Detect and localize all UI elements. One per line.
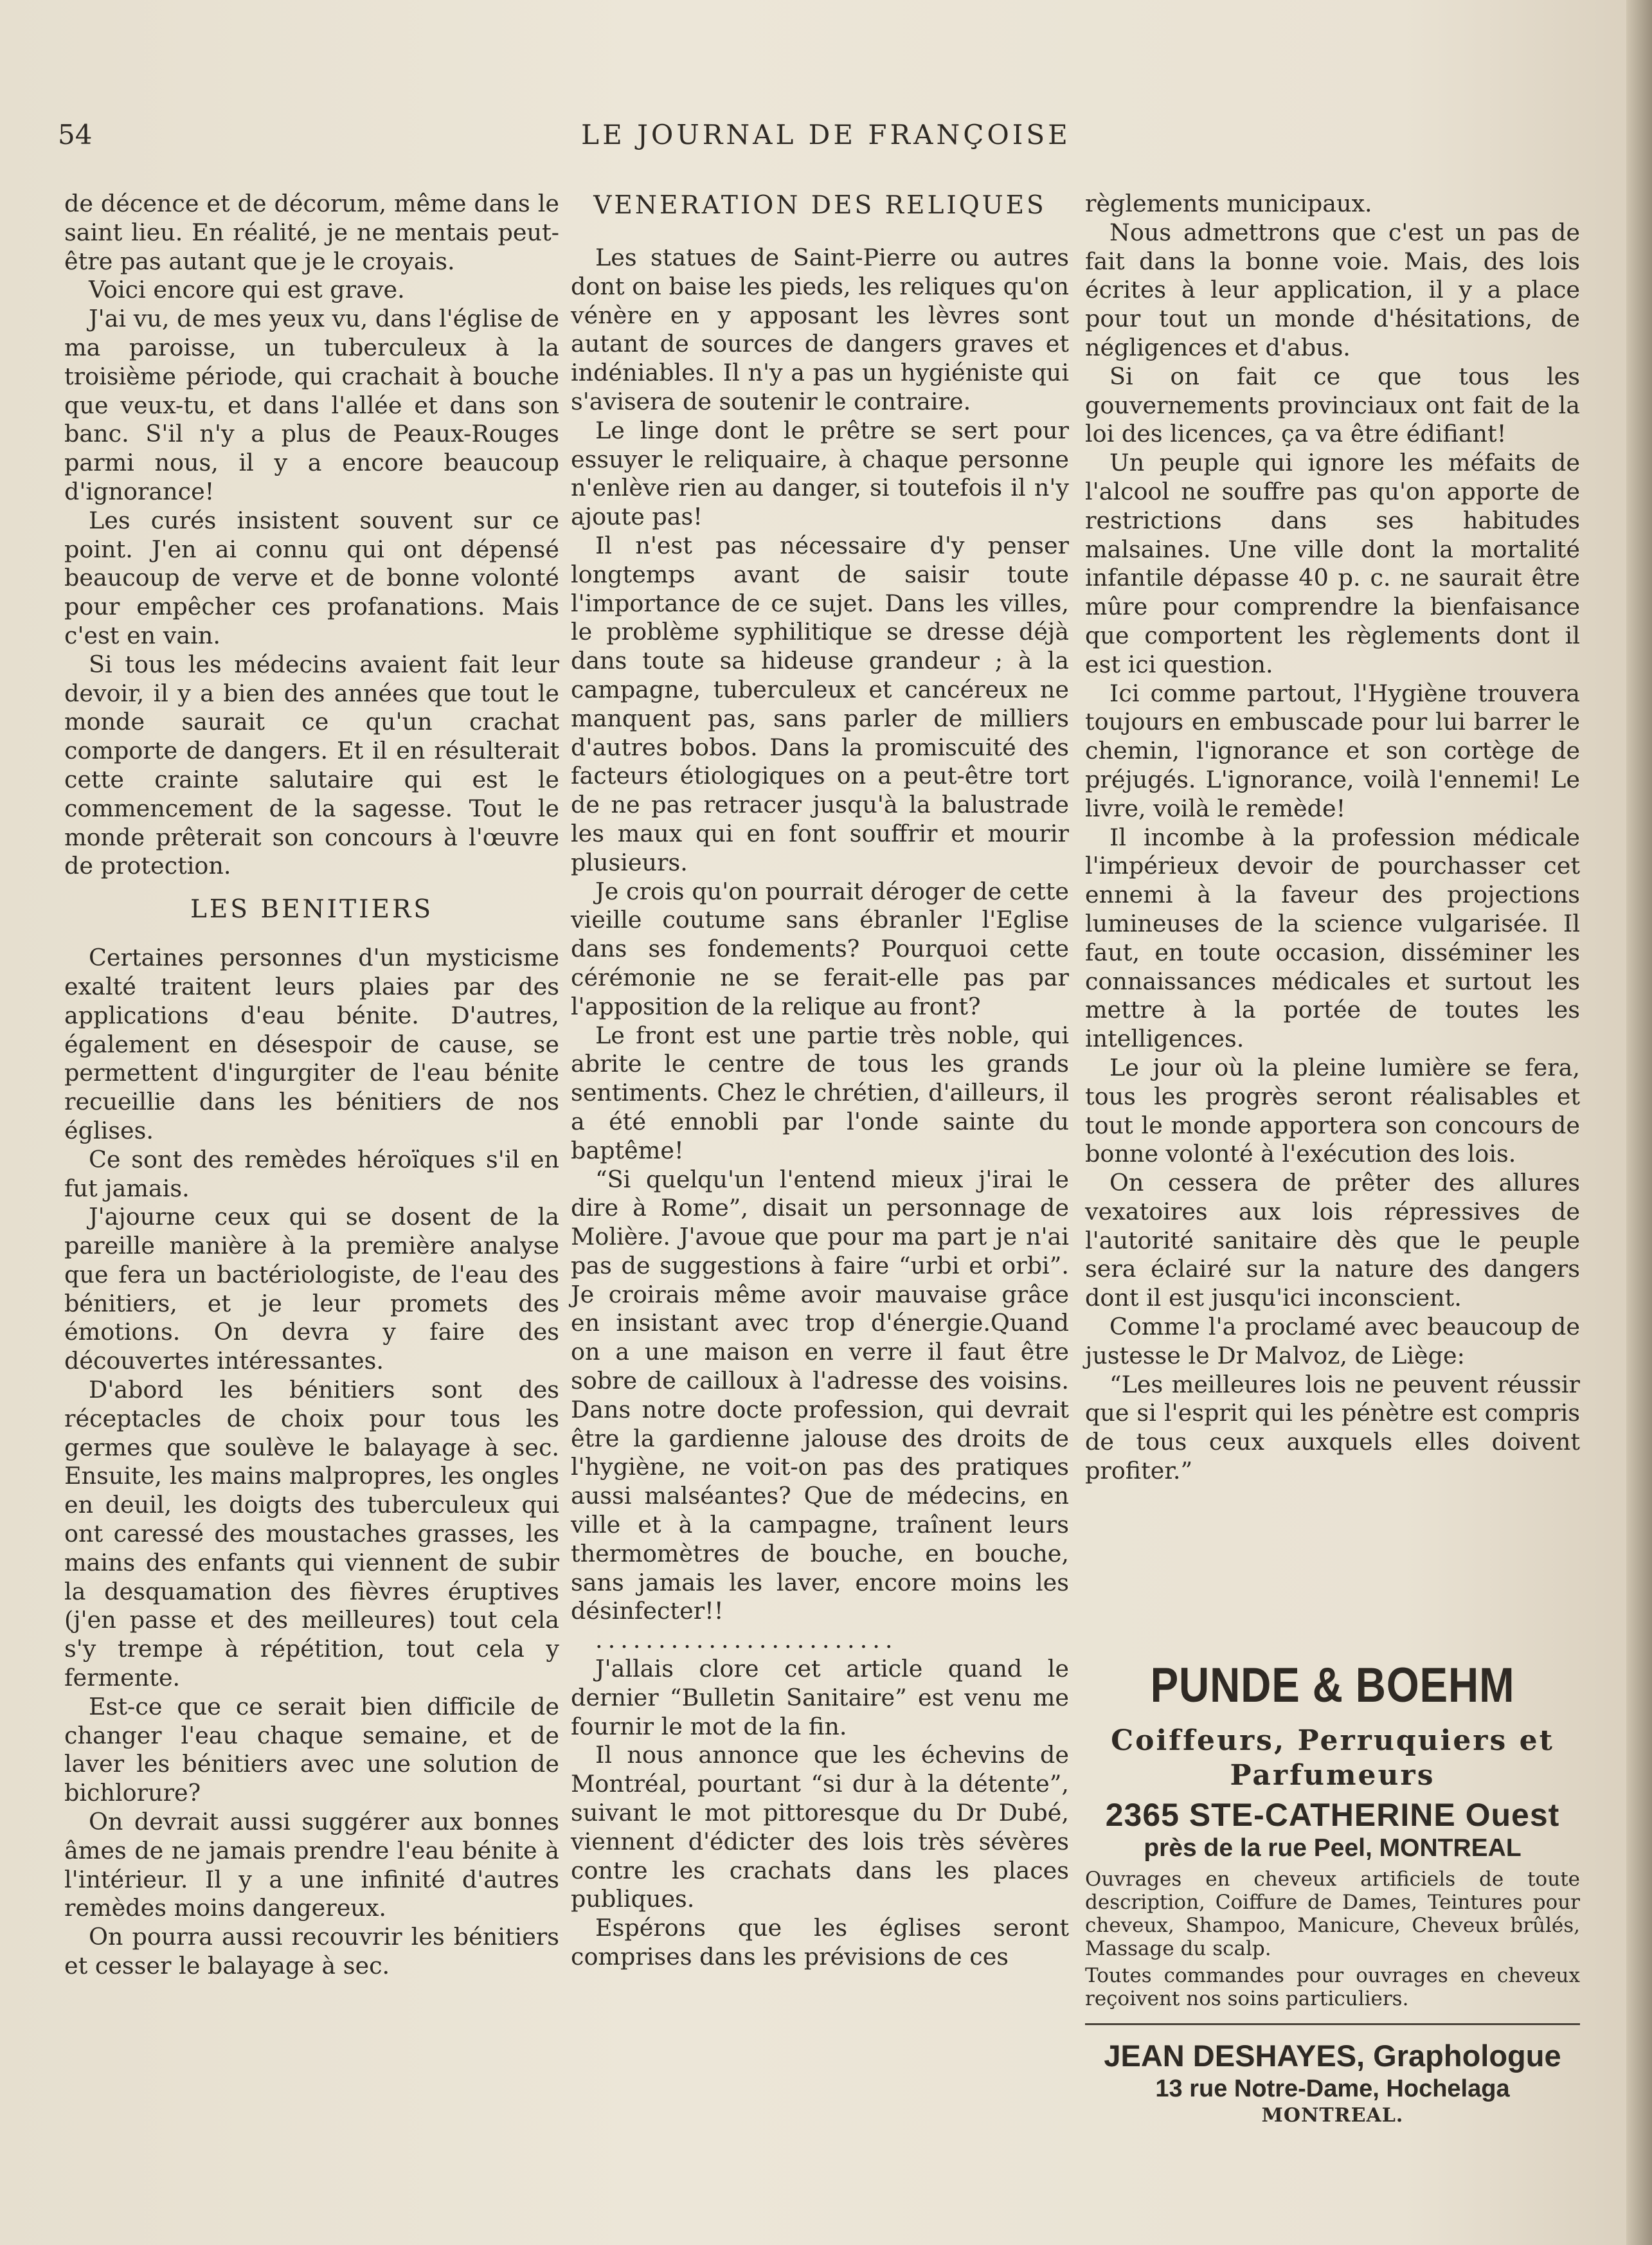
paragraph: Si tous les médecins avaient fait leur devoir, il y a bien des années que tout le monde saurait ce qu'un crachat comporte de dangers. Et il en résulterait cette crainte salutaire qui est le commencement de la sagesse. Tout le monde prêterait son concours à l'œuvre de protection.	[64, 650, 559, 880]
paragraph: Il nous annonce que les échevins de Montréal, pourtant “si dur à la détente”, suivant le mot pittoresque du Dr Dubé, viennent d'édicter des lois très sévères contre les crachats dans les places publiques.	[571, 1741, 1069, 1913]
paragraph: Les curés insistent souvent sur ce point. J'en ai connu qui ont dépensé beaucoup de verve et de bonne volonté pour empêcher ces profanations. Mais c'est en vain.	[64, 506, 559, 649]
paragraph: Ici comme partout, l'Hygiène trouvera toujours en embuscade pour lui barrer le chemin, l'ignorance et son cortège de préjugés. L'ignorance, voilà l'ennemi! Le livre, voilà le remède!	[1085, 679, 1580, 822]
ad-title: PUNDE & BOEHM	[1150, 1658, 1515, 1713]
paragraph: J'ajourne ceux qui se dosent de la pareille manière à la première analyse que fera un bactériologiste, de l'eau des bénitiers, et je leur promets des émotions. On devra y faire des découvertes intéressantes.	[64, 1203, 559, 1375]
page-edge	[1626, 0, 1652, 2245]
paragraph: Les statues de Saint-Pierre ou autres dont on baise les pieds, les reliques qu'on vénère en y apposant les lèvres sont autant de sources de dangers graves et indéniables. Il n'y a pas un hygiéniste qui s'avisera de soutenir le contraire.	[571, 244, 1069, 415]
ad2-street: 13 rue Notre-Dame, Hochelaga	[1155, 2075, 1510, 2102]
column-right	[1085, 190, 1580, 1486]
advertisement-punde-boehm	[1085, 1655, 1580, 2128]
ad-divider	[1085, 2023, 1580, 2025]
column-left	[64, 190, 559, 1981]
paragraph: On cessera de prêter des allures vexatoires aux lois répressives de l'autorité sanitaire dès que le peuple sera éclairé sur la nature des dangers dont il est jusqu'ici inconscient.	[1085, 1169, 1580, 1312]
ad-description: Ouvrages en cheveux artificiels de toute description, Coiffure de Dames, Teintures pour cheveux, Shampoo, Manicure, Cheveux brûlés, Massage du scalp.	[1085, 1868, 1580, 1960]
paragraph: Comme l'a proclamé avec beaucoup de justesse le Dr Malvoz, de Liège:	[1085, 1313, 1580, 1369]
paragraph: règlements municipaux.	[1085, 190, 1372, 217]
journal-title: LE JOURNAL DE FRANÇOISE	[581, 119, 1071, 150]
paragraph: “Si quelqu'un l'entend mieux j'irai le dire à Rome”, disait un personnage de Molière. J'avoue que pour ma part je n'ai pas de suggestions à faire “urbi et orbi”. Je croirais même avoir mauvaise grâce en insistant avec trop d'énergie.Quand on a une maison en verre il faut être sobre de cailloux à l'adresse des voisins. Dans notre docte profession, qui devrait être la gardienne jalouse des droits de l'hygiène, ne voit-on pas des pratiques aussi malséantes? Que de médecins, en ville et à la campagne, traînent leurs thermomètres de bouche, en bouche, sans jamais les laver, encore moins les désinfecter!!	[571, 1165, 1069, 1625]
paragraph: Il incombe à la profession médicale l'impérieux devoir de pourchasser cet ennemi à la faveur des projections lumineuses de la science vulgarisée. Il faut, en toute occasion, disséminer les connaissances médicales et surtout les mettre à la portée de toutes les intelligences.	[1085, 823, 1580, 1053]
paragraph: Le jour où la pleine lumière se fera, tous les progrès seront réalisables et tout le monde apportera son concours de bonne volonté à l'exécution des lois.	[1085, 1053, 1580, 1168]
dotted-separator: ........................	[595, 1626, 898, 1654]
column-middle	[571, 190, 1069, 1972]
ad-description-2: Toutes commandes pour ouvrages en cheveux reçoivent nos soins particuliers.	[1085, 1964, 1580, 2010]
paragraph: On pourra aussi recouvrir les bénitiers et cesser le balayage à sec.	[64, 1923, 559, 1980]
ad-subtitle: Coiffeurs, Perruquiers et Parfumeurs	[1111, 1724, 1554, 1792]
paragraph: de décence et de décorum, même dans le saint lieu. En réalité, je ne mentais peut-être pas autant que je le croyais.	[64, 190, 559, 275]
ad-address: 2365 STE-CATHERINE Ouest	[1105, 1797, 1560, 1833]
page-number: 54	[58, 119, 93, 150]
paragraph: J'allais clore cet article quand le dernier “Bulletin Sanitaire” est venu me fournir le mot de la fin.	[571, 1655, 1069, 1740]
ad2-name: JEAN DESHAYES, Graphologue	[1104, 2039, 1561, 2073]
paragraph: Nous admettrons que c'est un pas de fait dans la bonne voie. Mais, des lois écrites à leur application, il y a place pour tout un monde d'hésitations, de négligences et d'abus.	[1085, 218, 1580, 361]
paragraph: Est-ce que ce serait bien difficile de changer l'eau chaque semaine, et de laver les bénitiers avec une solution de bichlorure?	[64, 1692, 559, 1807]
paragraph: Certaines personnes d'un mysticisme exalté traitent leurs plaies par des applications d'eau bénite. D'autres, également en désespoir de cause, se permettent d'ingurgiter de l'eau bénite recueillie dans les bénitiers de nos églises.	[64, 944, 559, 1144]
paragraph: Il n'est pas nécessaire d'y penser longtemps avant de saisir toute l'importance de ce sujet. Dans les villes, le problème syphilitique se dresse déjà dans toute sa hideuse grandeur ; à la campagne, tuberculeux et cancéreux ne manquent pas, sans parler de milliers d'autres bobos. Dans la promiscuité des facteurs étiologiques on a peut-être tort de ne pas retracer jusqu'à la balustrade les maux qui en font souffrir et mourir plusieurs.	[571, 531, 1069, 876]
paragraph: D'abord les bénitiers sont des réceptacles de choix pour tous les germes que soulève le balayage à sec. Ensuite, les mains malpropres, les ongles en deuil, les doigts des tuberculeux qui ont caressé des moustaches grasses, les mains des enfants qui viennent de subir la desquamation des fièvres éruptives (j'en passe et des meilleures) tout cela s'y trempe à répétition, tout cela y fermente.	[64, 1376, 559, 1692]
paragraph: Je crois qu'on pourrait déroger de cette vieille coutume sans ébranler l'Eglise dans ses fondements? Pourquoi cette cérémonie ne se ferait-elle pas par l'apposition de la relique au front?	[571, 877, 1069, 1020]
ad-location: près de la rue Peel, MONTREAL	[1144, 1834, 1522, 1862]
paragraph: J'ai vu, de mes yeux vu, dans l'église de ma paroisse, un tuberculeux à la troisième période, qui crachait à bouche que veux-tu, et dans l'allée et dans son banc. S'il n'y a plus de Peaux-Rouges parmi nous, il y a encore beaucoup d'ignorance!	[64, 305, 559, 505]
page-header	[58, 119, 1594, 164]
paragraph: Espérons que les églises seront comprises dans les prévisions de ces	[571, 1914, 1069, 1971]
paragraph: Un peuple qui ignore les méfaits de l'alcool ne souffre pas qu'on apporte de restrictions dans ses habitudes malsaines. Une ville dont la mortalité infantile dépasse 40 p. c. ne saurait être mûre pour comprendre la bienfaisance que comportent les règlements dont il est ici question.	[1085, 449, 1580, 678]
paragraph: Si on fait ce que tous les gouvernements provinciaux ont fait de la loi des licences, ça va être édifiant!	[1085, 362, 1580, 448]
ad2-city: MONTREAL.	[1261, 2104, 1404, 2127]
section-heading-reliques: VENERATION DES RELIQUES	[593, 191, 1046, 220]
paragraph: Voici encore qui est grave.	[89, 276, 405, 304]
section-heading-benitiers: LES BENITIERS	[190, 895, 434, 924]
paragraph: Le linge dont le prêtre se sert pour essuyer le reliquaire, à chaque personne n'enlève rien au danger, si toutefois il n'y ajoute pas!	[571, 416, 1069, 531]
paragraph: On devrait aussi suggérer aux bonnes âmes de ne jamais prendre l'eau bénite à l'intérieur. Il y a une infinité d'autres remèdes moins dangereux.	[64, 1808, 559, 1922]
quotation: “Les meilleures lois ne peuvent réussir que si l'esprit qui les pénètre est compris de tous ceux auxquels elles doivent profiter.”	[1085, 1370, 1580, 1485]
paragraph: Ce sont des remèdes héroïques s'il en fut jamais.	[64, 1145, 559, 1202]
paragraph: Le front est une partie très noble, qui abrite le centre de tous les grands sentiments. Chez le chrétien, d'ailleurs, il a été ennobli par l'onde sainte du baptême!	[571, 1021, 1069, 1164]
